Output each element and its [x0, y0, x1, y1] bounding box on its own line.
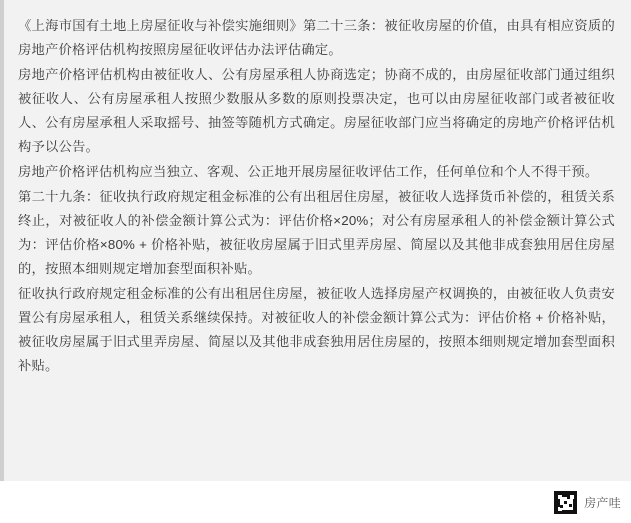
account-attribution[interactable] — [554, 491, 621, 514]
paragraph-3: 房地产价格评估机构应当独立、客观、公正地开展房屋征收评估工作，任何单位和个人不得干预。 — [18, 164, 599, 179]
account-name: 房产哇 — [584, 496, 621, 510]
paragraph-1: 《上海市国有土地上房屋征收与补偿实施细则》第二十三条：被征收房屋的价值，由具有相应资质的房地产价格评估机构按照房屋征收评估办法评估确定。 — [18, 18, 615, 57]
qr-code-icon[interactable] — [554, 491, 577, 514]
paragraph-2: 房地产价格评估机构由被征收人、公有房屋承租人协商选定；协商不成的，由房屋征收部门通过组织被征收人、公有房屋承租人按照少数服从多数的原则投票决定，也可以由房屋征收部门或者被征收人、公有房屋承租人采取摇号、抽签等随机方式确定。房屋征收部门应当将确定的房地产价格评估机构予以公告。 — [18, 67, 615, 154]
footer-bar — [0, 481, 631, 523]
paragraph-4: 第二十九条：征收执行政府规定租金标准的公有出租居住房屋，被征收人选择货币补偿的，租赁关系终止，对被征收人的补偿金额计算公式为：评估价格×20%；对公有房屋承租人的补偿金额计算公式为：评估价格×80% + 价格补贴，被征收房屋属于旧式里弄房屋、简屋以及其他非成套独用居住房屋的，按照本细则规定增加套型面积补贴。 — [18, 189, 615, 276]
paragraph-5: 征收执行政府规定租金标准的公有出租居住房屋，被征收人选择房屋产权调换的，由被征收人负责安置公有房屋承租人，租赁关系继续保持。对被征收人的补偿金额计算公式为：评估价格 + 价格补贴，被征收房屋属于旧式里弄房屋、简屋以及其他非成套独用居住房屋的，按照本细则规定增加套型面积补贴。 — [18, 286, 615, 373]
